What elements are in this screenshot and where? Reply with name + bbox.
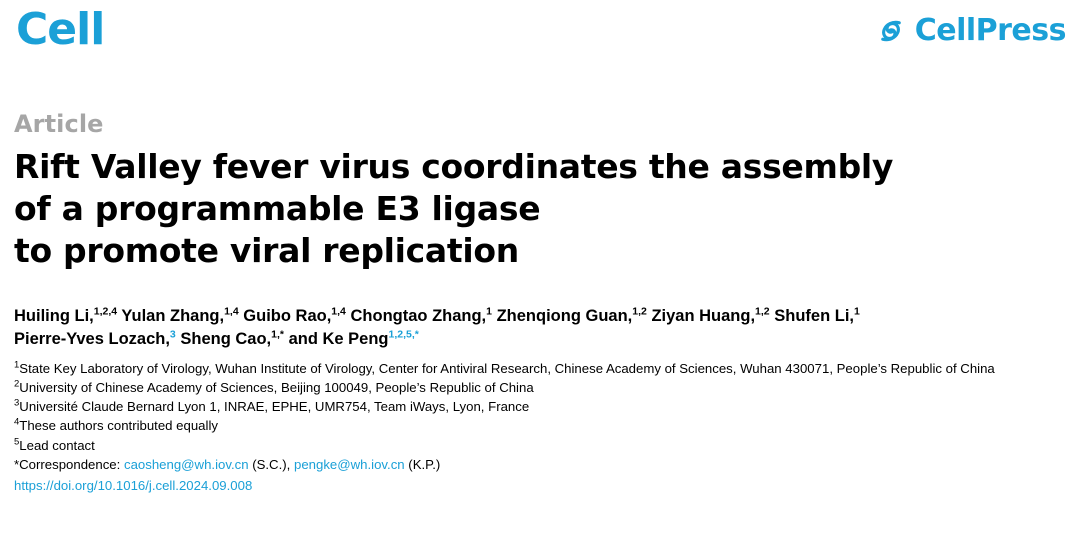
page-title <box>14 146 1066 273</box>
affiliation-list <box>14 359 1066 496</box>
author-name[interactable]: Guibo Rao, <box>243 306 332 325</box>
author-affiliation-marker: 1,2 <box>632 305 647 318</box>
correspondence-line <box>14 455 1066 474</box>
affiliation-marker: 4 <box>14 416 20 428</box>
cell-journal-logo[interactable]: Cell <box>16 4 105 55</box>
affiliation-marker: 1 <box>14 359 20 371</box>
author-line-1 <box>14 305 1066 328</box>
correspondence-note-2: (K.P.) <box>404 456 441 472</box>
author-name[interactable]: Zhenqiong Guan, <box>496 306 633 325</box>
affiliation-text: Université Claude Bernard Lyon 1, INRAE, EPHE, UMR754, Team iWays, Lyon, France <box>19 399 530 415</box>
author-name[interactable]: and Ke Peng <box>288 330 389 349</box>
author-name[interactable]: Sheng Cao, <box>180 330 272 349</box>
affiliation-marker: 3 <box>14 397 20 409</box>
masthead <box>14 0 1066 72</box>
title-line-2: of a programmable E3 ligase <box>14 189 541 229</box>
affiliation-item <box>14 416 1066 435</box>
title-line-3: to promote viral replication <box>14 231 519 271</box>
affiliation-item <box>14 397 1066 416</box>
author-affiliation-marker: 1,4 <box>224 305 239 318</box>
author-list <box>14 305 1066 352</box>
author-name[interactable]: Yulan Zhang, <box>121 306 225 325</box>
author-affiliation-marker: 1,2 <box>755 305 770 318</box>
affiliation-text: These authors contributed equally <box>19 418 218 434</box>
affiliation-text: University of Chinese Academy of Sciences, Beijing 100049, People’s Republic of China <box>19 379 534 395</box>
cell-press-logo[interactable] <box>876 13 1066 48</box>
cellpress-swirl-icon <box>876 16 906 46</box>
author-name[interactable]: Ziyan Huang, <box>651 306 756 325</box>
author-affiliation-marker: 3 <box>169 328 176 341</box>
article-type-label: Article <box>14 110 104 138</box>
correspondence-label: *Correspondence: <box>14 456 124 472</box>
affiliation-marker: 5 <box>14 436 20 448</box>
correspondence-note-1: (S.C.), <box>248 456 294 472</box>
author-affiliation-marker: 1,2,5,* <box>388 328 419 341</box>
cell-press-wordmark: CellPress <box>914 13 1066 48</box>
author-name[interactable]: Shufen Li, <box>774 306 854 325</box>
author-affiliation-marker: 1,4 <box>331 305 346 318</box>
author-name[interactable]: Pierre-Yves Lozach, <box>14 330 170 349</box>
affiliation-text: Lead contact <box>19 437 95 453</box>
affiliation-item <box>14 359 1066 378</box>
author-affiliation-marker: 1,2,4 <box>93 305 118 318</box>
author-line-2 <box>14 328 1066 351</box>
affiliation-item <box>14 436 1066 455</box>
correspondence-email-peng[interactable]: pengke@wh.iov.cn <box>293 456 405 472</box>
correspondence-email-cao[interactable]: caosheng@wh.iov.cn <box>123 456 249 472</box>
author-affiliation-marker: 1,* <box>271 328 284 341</box>
author-name[interactable]: Chongtao Zhang, <box>350 306 487 325</box>
affiliation-item <box>14 378 1066 397</box>
affiliation-marker: 2 <box>14 378 20 390</box>
doi-link[interactable]: https://doi.org/10.1016/j.cell.2024.09.008 <box>14 478 253 494</box>
author-affiliation-marker: 1 <box>854 305 860 318</box>
affiliation-text: State Key Laboratory of Virology, Wuhan Institute of Virology, Center for Antiviral Research, Chinese Academy of Sciences, Wuhan 430071, People’s Republic of China <box>19 360 995 376</box>
title-line-1: Rift Valley fever virus coordinates the assembly <box>14 147 894 186</box>
author-name[interactable]: Huiling Li, <box>14 306 94 325</box>
author-affiliation-marker: 1 <box>486 305 492 318</box>
